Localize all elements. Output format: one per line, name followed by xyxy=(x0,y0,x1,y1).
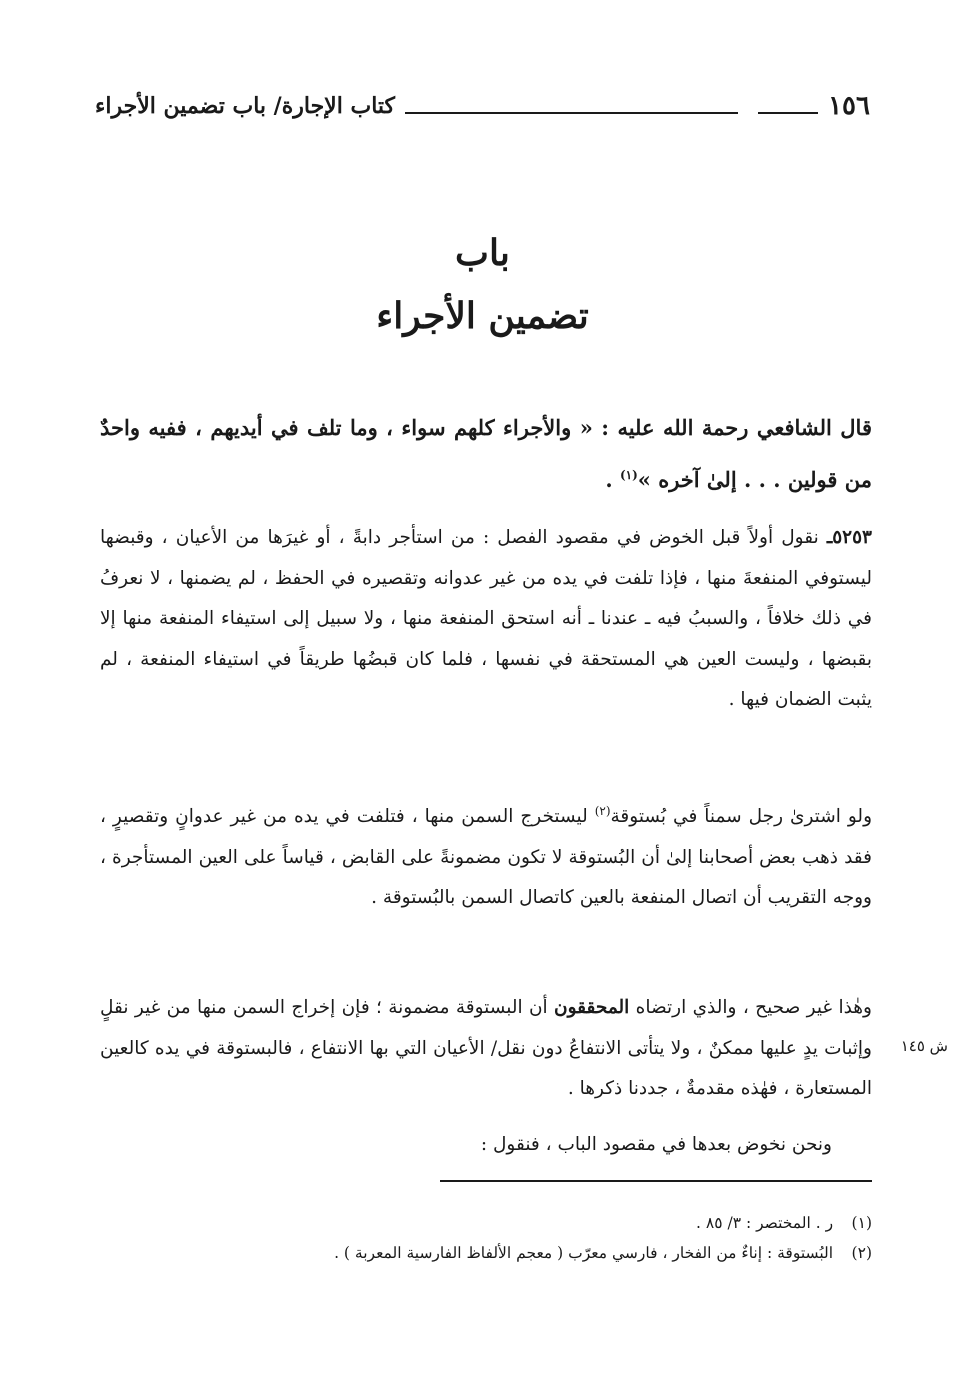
running-header xyxy=(95,80,870,120)
footnote-separator xyxy=(440,1180,872,1182)
quote-tail: . xyxy=(605,467,620,492)
paragraph-3-text-before: وهٰذا غير صحيح ، والذي ارتضاه xyxy=(629,997,872,1018)
running-title: كتاب الإجارة/ باب تضمين الأجراء xyxy=(95,93,396,119)
header-rule xyxy=(758,112,818,114)
footnote-ref-1: (١) xyxy=(619,468,638,482)
paragraph-2-text-after: ليستخرج السمن منها ، فتلفت في يده من غير عدوانٍ وتقصيرٍ ، فقد ذهب بعض أصحابنا إلىٰ أن البُستوقة لا تكون مضمونةً على القابض ، قياساً على العين المستأجرة ، ووجه التقريب أن اتصال المنفعة بالعين كاتصال السمن بالبُستوقة . xyxy=(100,806,872,908)
page-number: ١٥٦ xyxy=(828,91,870,121)
paragraph-3-bold-word: المحققون xyxy=(554,997,630,1018)
chapter-heading-line2: تضمين الأجراء xyxy=(376,295,589,337)
opening-quote xyxy=(100,402,872,506)
footnote-2 xyxy=(100,1238,872,1268)
margin-manuscript-ref: ش ١٤٥ xyxy=(900,1037,948,1055)
paragraph-number: ٥٢٥٣ـ xyxy=(826,527,872,548)
paragraph-1-text: نقول أولاً قبل الخوض في مقصود الفصل : من استأجر دابةً ، أو غيرَها من الأعيان ، وقبضها ليستوفي المنفعةَ منها ، فإذا تلفت في يده من غير عدوانه وتقصيره في الحفظ ، لم يضمنها ، لا نعرفُ في ذلك خلافاً ، والسببُ فيه ـ عندنا ـ أنه استحق المنفعة منها ، ولا سبيل إلى استيفاء المنفعة منها إلا بقبضها ، وليست العين هي المستحقة في نفسها ، فلما كان قبضُها طريقاً في استيفاء المنفعة ، لم يثبت الضمان فيها . xyxy=(100,527,872,710)
paragraph-3-text-after: أن البستوقة مضمونة ؛ فإن إخراج السمن منها من غير نقلٍ وإثبات يدٍ عليها ممكنٌ ، ولا يتأتى الانتفاعُ دون نقل/ الأعيان التي بها الانتفاع ، فالبستوقة في يده كالعين المستعارة ، فهٰذه مقدمةٌ ، جددنا ذكرها . xyxy=(100,997,872,1099)
quote-text: قال الشافعي رحمة الله عليه : « والأجراء كلهم سواء ، وما تلف في أيديهم ، ففيه واحدٌ من قولين . . . إلىٰ آخره » xyxy=(100,415,872,492)
paragraph-2-text-before: ولو اشترىٰ رجل سمناً في بُستوقة xyxy=(610,806,872,827)
footnote-1 xyxy=(100,1208,872,1238)
footnote-text: البُستوقة : إناءٌ من الفخار ، فارسي معرّب ( معجم الألفاظ الفارسية المعربة ) . xyxy=(334,1244,834,1262)
header-rule-long xyxy=(405,112,738,114)
paragraph-2 xyxy=(100,797,872,919)
chapter-heading-line1: باب xyxy=(455,232,510,274)
footnote-mark: (٢) xyxy=(851,1244,872,1262)
footnote-ref-2: (٢) xyxy=(594,803,611,818)
paragraph-3 xyxy=(100,988,872,1110)
footnote-mark: (١) xyxy=(851,1214,872,1232)
paragraph-4: ونحن نخوض بعدها في مقصود الباب ، فنقول : xyxy=(480,1134,832,1155)
paragraph-5253 xyxy=(100,518,872,721)
footnotes xyxy=(100,1208,872,1268)
footnote-text: ر . المختصر : ٣/ ٨٥ . xyxy=(696,1214,834,1232)
